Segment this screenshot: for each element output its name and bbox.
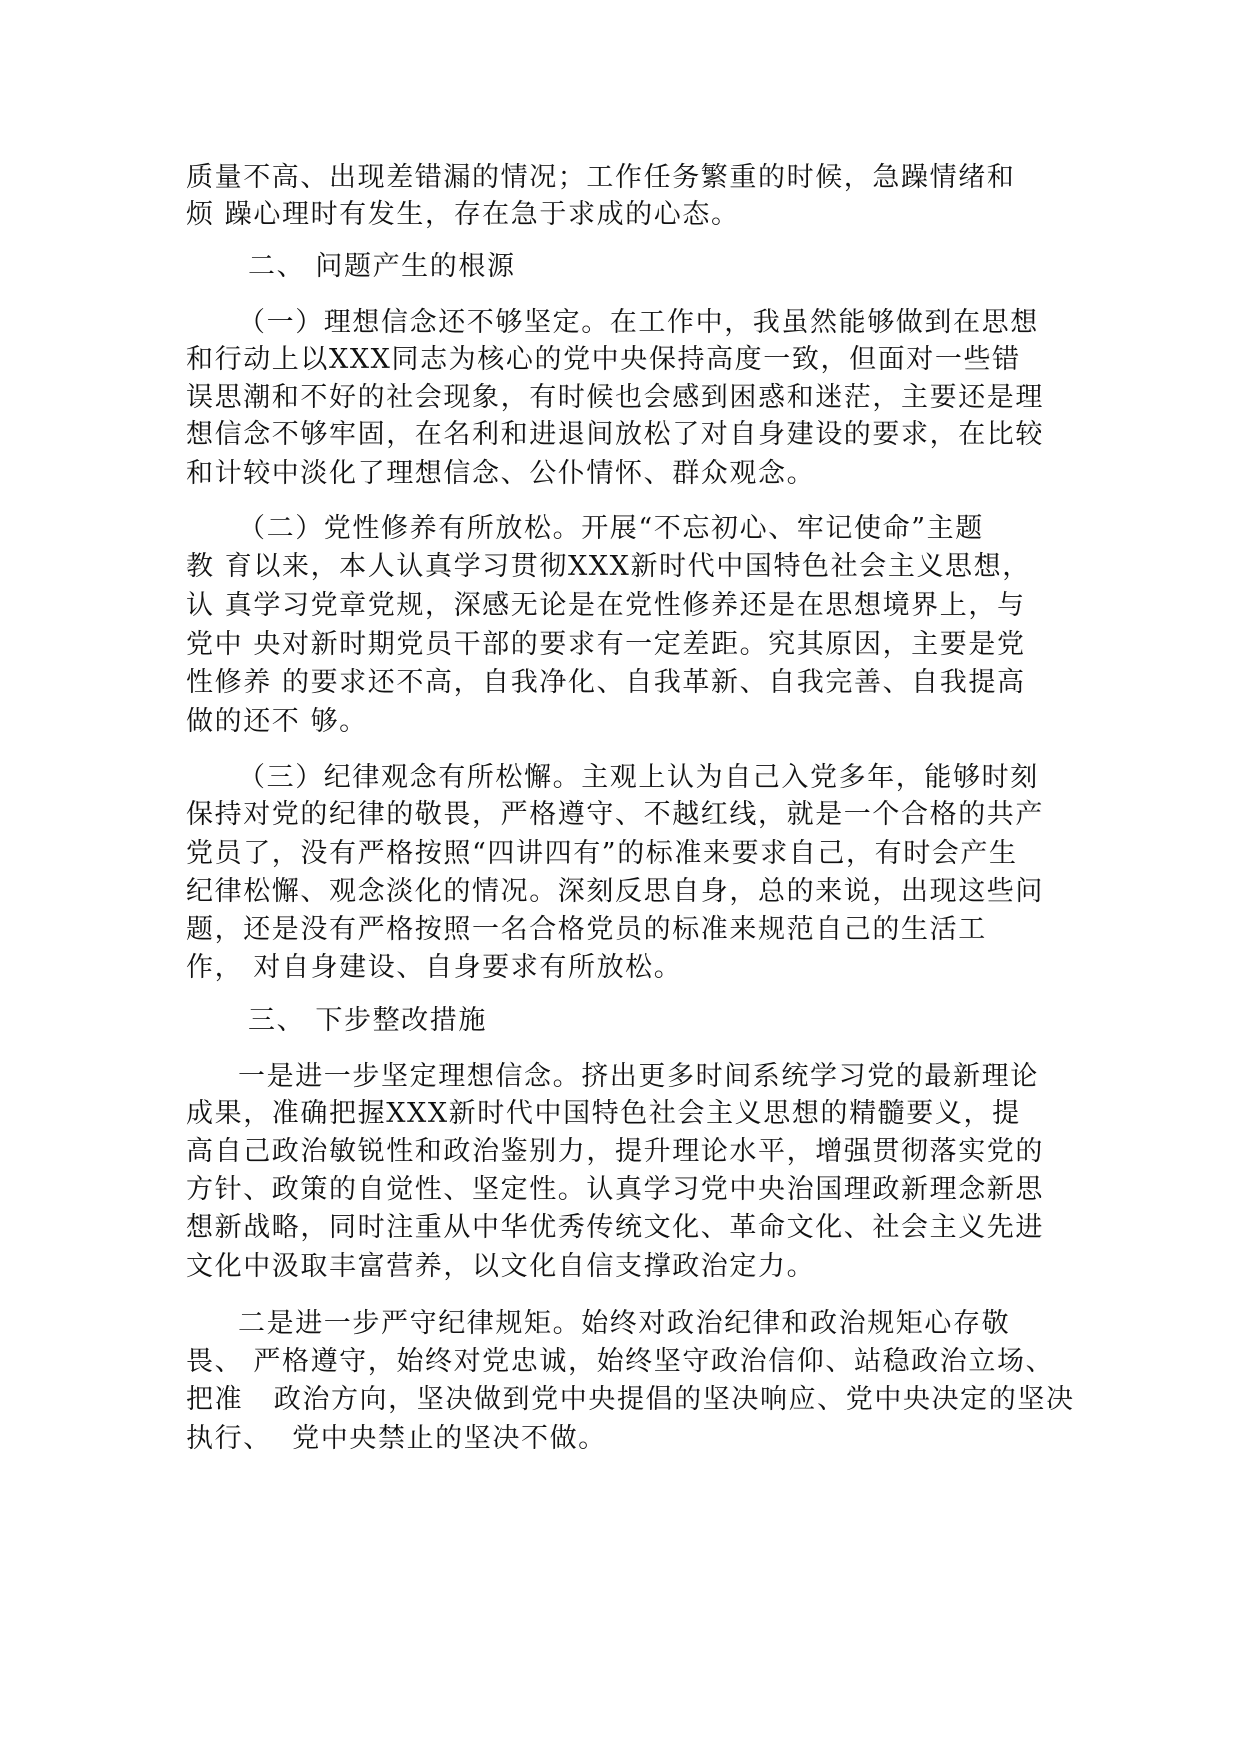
- body-line: 题，还是没有严格按照一名合格党员的标准来规范自己的生活工: [186, 914, 987, 945]
- body-line: （三）纪律观念有所松懈。主观上认为自己入党多年，能够时刻: [238, 762, 1039, 793]
- body-line: 二是进一步严守纪律规矩。始终对政治纪律和政治规矩心存敬: [238, 1308, 1011, 1339]
- body-line: 性修养 的要求还不高，自我净化、自我革新、自我完善、自我提高: [186, 667, 1026, 698]
- body-line: 烦 躁心理时有发生，存在急于求成的心态。: [186, 199, 740, 230]
- body-line: 认 真学习党章党规，深感无论是在党性修养还是在思想境界上，与: [186, 590, 1026, 621]
- body-line: 保持对党的纪律的敬畏，严格遵守、不越红线，就是一个合格的共产: [186, 799, 1044, 830]
- body-line: 纪律松懈、观念淡化的情况。深刻反思自身，总的来说，出现这些问: [186, 876, 1044, 907]
- body-line: 畏、 严格遵守，始终对党忠诚，始终坚守政治信仰、站稳政治立场、: [186, 1346, 1055, 1377]
- body-line: 党员了，没有严格按照“四讲四有”的标准来要求自己，有时会产生: [186, 838, 1018, 869]
- body-line: 方针、政策的自觉性、坚定性。认真学习党中央治国理政新理念新思: [186, 1174, 1044, 1205]
- body-line: 想新战略，同时注重从中华优秀传统文化、革命文化、社会主义先进: [186, 1212, 1044, 1243]
- body-line: 和计较中淡化了理想信念、公仆情怀、群众观念。: [186, 458, 816, 489]
- body-line: 教 育以来，本人认真学习贯彻XXX新时代中国特色社会主义思想，: [186, 551, 1031, 582]
- body-line: 误思潮和不好的社会现象，有时候也会感到困惑和迷茫，主要还是理: [186, 382, 1044, 413]
- body-line: 执行、 党中央禁止的坚决不做。: [186, 1423, 607, 1454]
- body-line: （二）党性修养有所放松。开展“不忘初心、牢记使命”主题: [238, 513, 984, 544]
- body-line: 党中 央对新时期党员干部的要求有一定差距。究其原因，主要是党: [186, 629, 1026, 660]
- section-heading: 二、 问题产生的根源: [248, 251, 516, 282]
- body-line: 文化中汲取丰富营养，以文化自信支撑政治定力。: [186, 1251, 816, 1282]
- body-line: 做的还不 够。: [186, 706, 368, 737]
- body-line: 一是进一步坚定理想信念。挤出更多时间系统学习党的最新理论: [238, 1061, 1039, 1092]
- body-line: 把准 政治方向，坚决做到党中央提倡的坚决响应、党中央决定的坚决: [186, 1384, 1075, 1415]
- body-line: 作， 对自身建设、自身要求有所放松。: [186, 952, 683, 983]
- section-heading: 三、 下步整改措施: [248, 1005, 487, 1036]
- body-line: 质量不高、出现差错漏的情况；工作任务繁重的时候，急躁情绪和: [186, 162, 1016, 193]
- body-line: 高自己政治敏锐性和政治鉴别力，提升理论水平，增强贯彻落实党的: [186, 1136, 1044, 1167]
- body-line: 成果，准确把握XXX新时代中国特色社会主义思想的精髓要义，提: [186, 1098, 1021, 1129]
- body-line: （一）理想信念还不够坚定。在工作中，我虽然能够做到在思想: [238, 307, 1039, 338]
- body-line: 想信念不够牢固，在名利和进退间放松了对自身建设的要求，在比较: [186, 419, 1044, 450]
- body-line: 和行动上以XXX同志为核心的党中央保持高度一致，但面对一些错: [186, 344, 1021, 375]
